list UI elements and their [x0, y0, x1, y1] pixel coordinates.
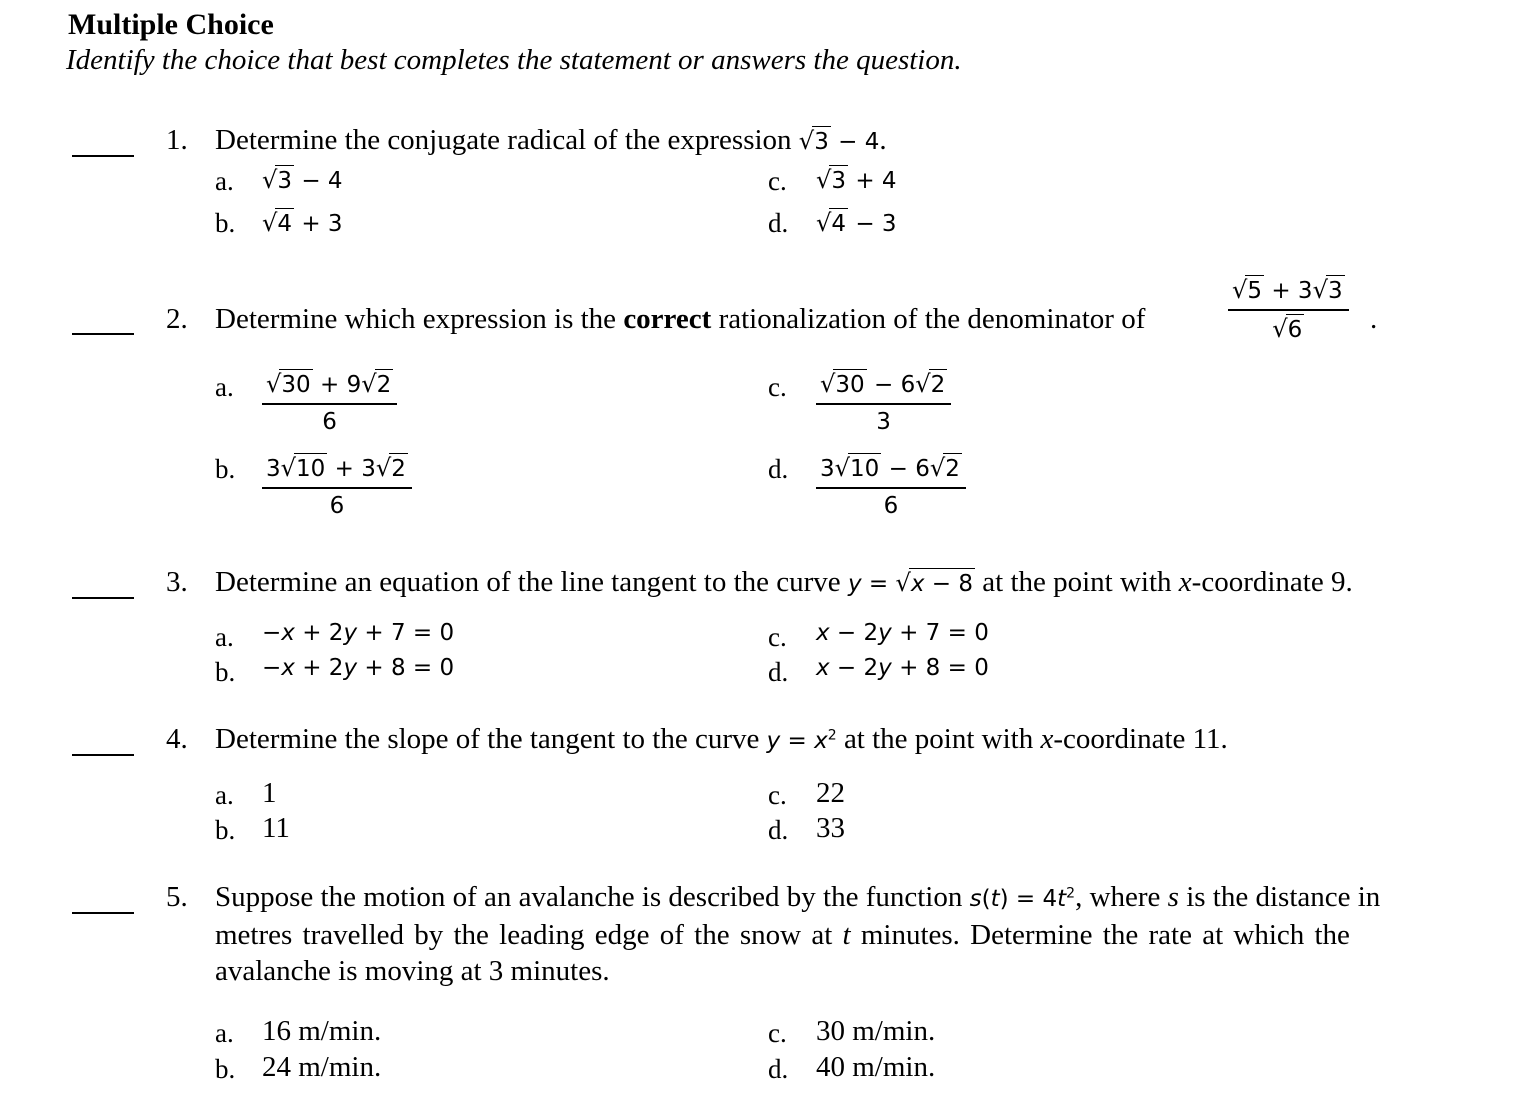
q5-option-c[interactable]: 30 m/min. — [816, 1015, 936, 1047]
q1-option-d[interactable]: √4 − 3 — [816, 209, 897, 237]
question-2-period: . — [1370, 303, 1378, 335]
question-1-text — [215, 126, 887, 155]
q1-option-a[interactable]: √3 − 4 — [262, 166, 343, 194]
question-4-var: x — [1040, 723, 1054, 755]
question-3-stem-end: at the point with — [982, 566, 1172, 598]
q1-option-c[interactable]: √3 + 4 — [816, 166, 897, 194]
question-5-var-s: s — [1167, 881, 1179, 913]
q2-option-c-label: c. — [768, 372, 787, 402]
q5-option-a-label: a. — [215, 1018, 234, 1048]
q5-option-b-label: b. — [215, 1054, 236, 1084]
q2-option-d-label: d. — [768, 454, 789, 484]
section-title: Multiple Choice — [68, 8, 274, 41]
q3-option-d[interactable]: x − 2y + 8 = 0 — [816, 655, 989, 681]
question-3-expression: y = √x − 8 — [847, 569, 974, 597]
q3-option-a-label: a. — [215, 622, 234, 652]
question-2-stem-end: rationalization of the denominator of — [718, 303, 1146, 335]
q5-option-d[interactable]: 40 m/min. — [816, 1051, 936, 1083]
answer-blank-4[interactable] — [72, 754, 134, 756]
question-4-expression: $y = x^2$ — [766, 727, 837, 754]
question-2-bold-word: correct — [623, 303, 712, 335]
q2-option-d[interactable]: $\frac{3√10 - 6√2}{6}$ — [816, 456, 966, 518]
question-number-2: 2. — [166, 303, 188, 335]
answer-blank-3[interactable] — [72, 597, 134, 599]
q1-option-c-label: c. — [768, 166, 787, 196]
q3-option-b[interactable]: −x + 2y + 8 = 0 — [262, 655, 455, 681]
q3-option-d-label: d. — [768, 657, 789, 687]
instructions: Identify the choice that best completes the statement or answers the question. — [66, 44, 962, 76]
question-number-3: 3. — [166, 566, 188, 598]
q2-option-b-label: b. — [215, 454, 236, 484]
q4-option-a-label: a. — [215, 780, 234, 810]
question-number-1: 1. — [166, 124, 188, 156]
answer-blank-5[interactable] — [72, 912, 134, 914]
q2-option-a-label: a. — [215, 372, 234, 402]
answer-blank-2[interactable] — [72, 333, 134, 335]
question-3-stem: Determine an equation of the line tangent to the curve — [215, 566, 841, 598]
q3-option-a[interactable]: −x + 2y + 7 = 0 — [262, 620, 455, 646]
question-2-text — [215, 305, 1145, 334]
q4-option-a[interactable]: 1 — [262, 777, 277, 809]
q2-option-b[interactable]: $\frac{3√10 + 3√2}{6}$ — [262, 456, 412, 518]
question-5-line2-start: metres travelled by the leading edge of the snow at — [215, 919, 833, 951]
q4-option-c-label: c. — [768, 780, 787, 810]
q2-option-a[interactable]: $\frac{√30 + 9√2}{6}$ — [262, 372, 397, 434]
q3-option-c-label: c. — [768, 622, 787, 652]
question-1-expression: √3 − 4 — [798, 127, 880, 155]
question-1-period: . — [879, 124, 887, 156]
question-5-expression: $s(t) = 4t^2$ — [969, 885, 1076, 912]
q1-option-b-label: b. — [215, 208, 236, 238]
question-5-line-2 — [215, 921, 1350, 950]
q3-option-b-label: b. — [215, 657, 236, 687]
q3-option-c[interactable]: x − 2y + 7 = 0 — [816, 620, 989, 646]
question-3-tail: -coordinate 9. — [1191, 566, 1353, 598]
q4-option-b-label: b. — [215, 815, 236, 845]
question-3-text — [215, 568, 1353, 597]
question-4-stem: Determine the slope of the tangent to the curve — [215, 723, 760, 755]
question-1-stem: Determine the conjugate radical of the expression — [215, 124, 792, 156]
question-2-expression: $\frac{√5 + 3√3}{√6}$ — [1228, 278, 1349, 342]
question-number-4: 4. — [166, 723, 188, 755]
answer-blank-1[interactable] — [72, 155, 134, 157]
question-4-text — [215, 725, 1228, 754]
question-5-line2-end: minutes. Determine the rate at which the — [860, 919, 1350, 951]
q1-option-a-label: a. — [215, 166, 234, 196]
q4-option-d-label: d. — [768, 815, 789, 845]
question-number-5: 5. — [166, 881, 188, 913]
question-2-stem: Determine which expression is the — [215, 303, 617, 335]
question-5-line-3: avalanche is moving at 3 minutes. — [215, 955, 610, 987]
q4-option-b[interactable]: 11 — [262, 812, 290, 844]
question-5-stem: Suppose the motion of an avalanche is described by the function — [215, 881, 963, 913]
question-5-line1-end: is the distance in — [1186, 881, 1381, 913]
q2-option-c[interactable]: $\frac{√30 - 6√2}{3}$ — [816, 372, 951, 434]
q1-option-b[interactable]: √4 + 3 — [262, 209, 343, 237]
q4-option-c[interactable]: 22 — [816, 777, 845, 809]
question-4-tail: -coordinate 11. — [1053, 723, 1228, 755]
question-5-var-t: t — [842, 919, 851, 951]
q5-option-c-label: c. — [768, 1018, 787, 1048]
question-5-comma: , where — [1075, 881, 1161, 913]
question-4-stem-end: at the point with — [843, 723, 1034, 755]
q1-option-d-label: d. — [768, 208, 789, 238]
question-3-var: x — [1178, 566, 1192, 598]
q4-option-d[interactable]: 33 — [816, 812, 845, 844]
q5-option-b[interactable]: 24 m/min. — [262, 1051, 382, 1083]
q5-option-d-label: d. — [768, 1054, 789, 1084]
question-5-line-1 — [215, 883, 1380, 912]
q5-option-a[interactable]: 16 m/min. — [262, 1015, 382, 1047]
